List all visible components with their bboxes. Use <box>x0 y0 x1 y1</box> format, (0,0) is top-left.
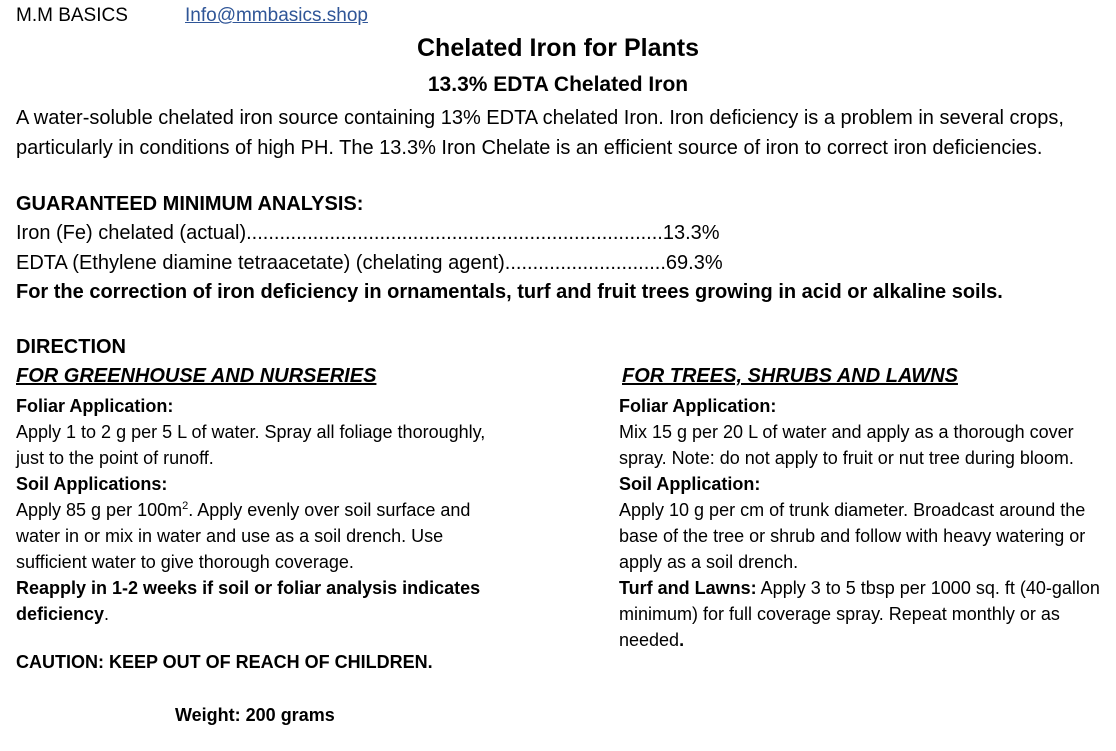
greenhouse-column <box>16 393 516 627</box>
document-title: Chelated Iron for Plants <box>417 34 699 62</box>
caution-warning: CAUTION: KEEP OUT OF REACH OF CHILDREN. <box>16 652 433 672</box>
greenhouse-reapply: Reapply in 1-2 weeks if soil or foliar analysis indicates deficiency. <box>16 578 481 624</box>
direction-heading: DIRECTION <box>16 336 126 358</box>
trees-column <box>619 393 1104 653</box>
net-weight: Weight: 200 grams <box>175 705 335 725</box>
trees-foliar-text: Mix 15 g per 20 L of water and apply as a thorough cover spray. Note: do not apply to fruit or nut tree during bloom. <box>619 422 1074 468</box>
email-link[interactable]: Info@mmbasics.shop <box>185 5 368 26</box>
greenhouse-section-title: FOR GREENHOUSE AND NURSERIES <box>16 365 377 387</box>
trees-section-title: FOR TREES, SHRUBS AND LAWNS <box>622 365 958 387</box>
trees-soil-heading: Soil Application: <box>619 474 761 494</box>
greenhouse-soil-text: Apply 85 g per $100m^2$. Apply evenly over soil surface and water in or mix in water and use as a soil drench. Use sufficient water to give thorough coverage. <box>16 500 471 572</box>
trees-foliar-heading: Foliar Application: <box>619 396 777 416</box>
greenhouse-foliar-heading: Foliar Application: <box>16 396 174 416</box>
trees-soil-text: Apply 10 g per cm of trunk diameter. Broadcast around the base of the tree or shrub and follow with heavy watering or apply as a soil drench. <box>619 500 1086 572</box>
trees-turf: Turf and Lawns: Apply 3 to 5 tbsp per 1000 sq. ft (40-gallon minimum) for full coverage spray. Repeat monthly or as needed. <box>619 578 1100 650</box>
analysis-heading: GUARANTEED MINIMUM ANALYSIS: <box>16 193 364 215</box>
greenhouse-foliar-text: Apply 1 to 2 g per 5 L of water. Spray all foliage thoroughly, just to the point of runoff. <box>16 422 486 468</box>
brand-name: M.M BASICS <box>16 5 128 26</box>
analysis-iron-line: Iron (Fe) chelated (actual)...........................................................................13.3% <box>16 222 720 244</box>
greenhouse-soil-heading: Soil Applications: <box>16 474 168 494</box>
analysis-edta-line: EDTA (Ethylene diamine tetraacetate) (chelating agent).............................69.3% <box>16 252 723 274</box>
usage-statement: For the correction of iron deficiency in ornamentals, turf and fruit trees growing in acid or alkaline soils. <box>16 281 1003 303</box>
document-subtitle: 13.3% EDTA Chelated Iron <box>427 73 689 96</box>
product-description: A water-soluble chelated iron source containing 13% EDTA chelated Iron. Iron deficiency is a problem in several crops, particularly in conditions of high PH. The 13.3% Iron Chelate is an efficient source of iron to correct iron deficiencies. <box>16 107 1064 159</box>
